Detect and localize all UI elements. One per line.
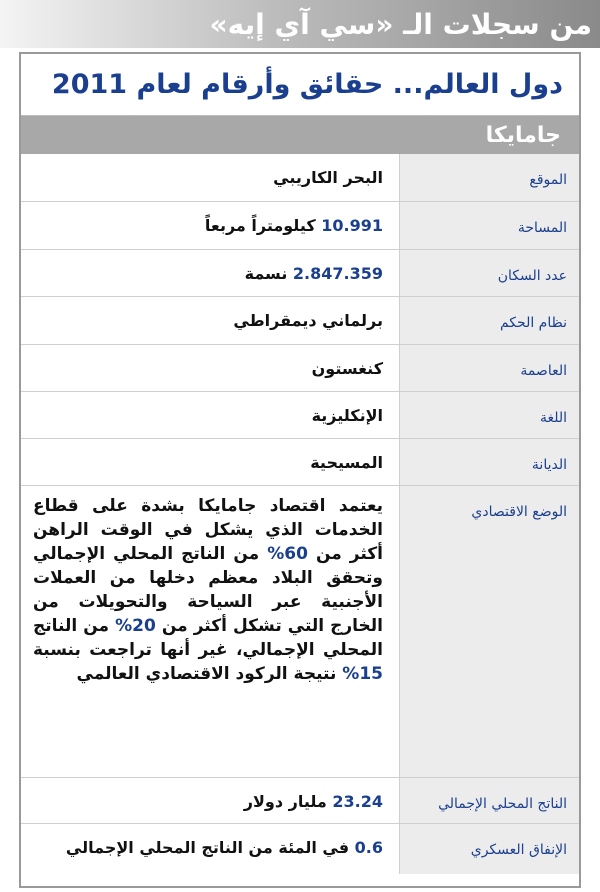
value-text: الإنكليزية [311, 406, 383, 425]
label-cell [399, 345, 579, 391]
row-value [33, 166, 383, 189]
facts-box [19, 52, 581, 888]
label-cell [399, 486, 579, 777]
label-cell [399, 250, 579, 296]
economy-pct-3: 15% [342, 664, 383, 684]
page-title: دول العالم... حقائق وأرقام لعام 2011 [51, 69, 563, 100]
row-value [33, 357, 383, 380]
value-text: كنغستون [311, 359, 383, 378]
value-number: 2.847.359 [292, 264, 383, 283]
row-value [33, 262, 383, 285]
economy-pct-1: 60% [267, 544, 308, 564]
value-text: كيلومتراً مربعاً [204, 216, 316, 235]
row-value [33, 214, 383, 237]
label-cell [399, 154, 579, 201]
value-text: برلماني ديمقراطي [233, 311, 383, 330]
economy-text-3: من الناتج المحلي الإجمالي، غير أنها تراجعت بنسبة [33, 616, 383, 660]
economy-pct-2: 20% [115, 616, 156, 636]
row-gdp [21, 778, 579, 824]
row-label: الإنفاق العسكري [470, 842, 567, 858]
row-value [33, 309, 383, 332]
value-number: 0.6 [354, 838, 383, 857]
row-value [33, 404, 383, 427]
economy-text-4: نتيجة الركود الاقتصادي العالمي [76, 664, 337, 684]
row-label: العاصمة [520, 363, 567, 379]
row-language [21, 392, 579, 439]
row-government [21, 297, 579, 345]
row-label: عدد السكان [497, 268, 567, 284]
row-label: الناتج المحلي الإجمالي [438, 796, 567, 812]
facts-table [21, 154, 579, 874]
row-population [21, 250, 579, 297]
label-cell [399, 392, 579, 438]
row-religion [21, 439, 579, 486]
top-banner [0, 0, 600, 48]
banner-text: من سجلات الـ «سي آي إيه» [209, 7, 592, 41]
row-location [21, 154, 579, 202]
value-text: مليار دولار [243, 792, 327, 811]
row-economy [21, 486, 579, 778]
row-label: الديانة [531, 457, 567, 473]
value-number: 10.991 [321, 216, 383, 235]
label-cell [399, 297, 579, 344]
row-label: اللغة [539, 410, 567, 426]
value-number: 23.24 [332, 792, 383, 811]
value-text: في المئة من الناتج المحلي الإجمالي [65, 838, 350, 857]
country-band [21, 116, 579, 154]
row-military [21, 824, 579, 874]
row-label: الوضع الاقتصادي [471, 504, 567, 520]
economy-text-2: من الناتج المحلي الإجمالي وتحقق البلاد معظم دخلها من العملات الأجنبية عبر السياحة والتحويلات من الخارج التي تشكل أكثر من [33, 544, 384, 636]
row-area [21, 202, 579, 250]
row-value [33, 790, 383, 813]
row-value [33, 494, 383, 686]
value-text: البحر الكاريبي [273, 168, 383, 187]
row-label: المساحة [517, 220, 567, 236]
label-cell [399, 778, 579, 823]
economy-text-1: يعتمد اقتصاد جامايكا بشدة على قطاع الخدمات الذي يشكل في الوقت الراهن أكثر من [33, 496, 384, 564]
value-text: نسمة [244, 264, 288, 283]
title-band [21, 54, 579, 116]
row-value [33, 836, 383, 859]
value-text: المسيحية [310, 453, 383, 472]
row-label: الموقع [529, 172, 567, 188]
label-cell [399, 439, 579, 485]
country-name: جامايكا [485, 122, 561, 148]
row-label: نظام الحكم [499, 315, 567, 331]
label-cell [399, 202, 579, 249]
row-capital [21, 345, 579, 392]
row-value [33, 451, 383, 474]
label-cell [399, 824, 579, 874]
